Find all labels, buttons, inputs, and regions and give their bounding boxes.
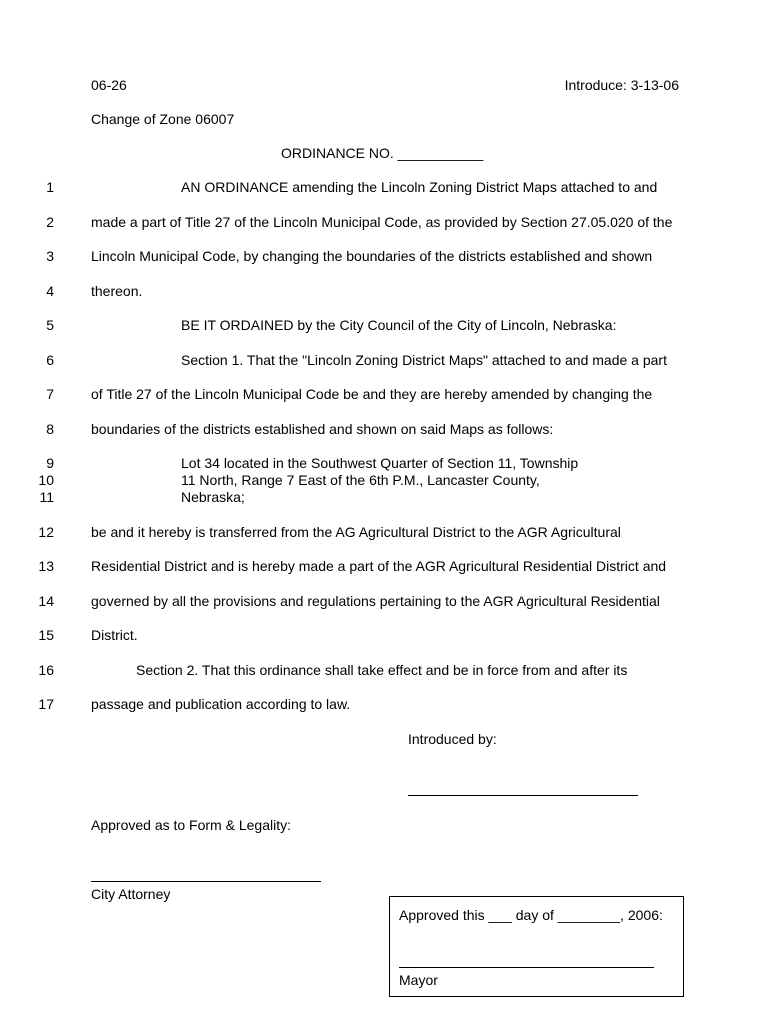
line-number: 15 (38, 627, 54, 643)
line-number: 5 (46, 317, 54, 333)
city-attorney-label: City Attorney (91, 886, 171, 902)
approved-form-label: Approved as to Form & Legality: (91, 817, 291, 833)
mayor-approval-box (389, 896, 684, 997)
line-number: 9 (46, 455, 54, 471)
document-number: 06-26 (91, 77, 127, 93)
attorney-signature-line (91, 881, 321, 882)
body-line: BE IT ORDAINED by the City Council of the City of Lincoln, Nebraska: (181, 317, 617, 333)
change-of-zone: Change of Zone 06007 (91, 111, 235, 127)
line-number: 12 (38, 524, 54, 540)
body-line: AN ORDINANCE amending the Lincoln Zoning District Maps attached to and (181, 179, 658, 195)
line-number: 13 (38, 558, 54, 574)
mayor-signature-line (399, 967, 654, 968)
ordinance-number: ORDINANCE NO. ___________ (281, 145, 484, 161)
mayor-label: Mayor (399, 972, 438, 988)
body-line: of Title 27 of the Lincoln Municipal Code be and they are hereby amended by changing the (91, 386, 653, 402)
line-number: 10 (38, 472, 54, 488)
introducer-signature-line (408, 795, 638, 796)
body-line: boundaries of the districts established and shown on said Maps as follows: (91, 421, 554, 437)
approved-this-label: Approved this ___ day of ________, 2006: (399, 907, 663, 923)
line-number: 1 (46, 179, 54, 195)
legal-description-line: 11 North, Range 7 East of the 6th P.M., Lancaster County, (181, 472, 540, 488)
line-number: 8 (46, 421, 54, 437)
body-line: made a part of Title 27 of the Lincoln Municipal Code, as provided by Section 27.05.020 of the (91, 214, 673, 230)
line-number: 2 (46, 214, 54, 230)
body-line: passage and publication according to law. (91, 696, 351, 712)
body-line: Lincoln Municipal Code, by changing the boundaries of the districts established and shown (91, 248, 653, 264)
introduce-date: Introduce: 3-13-06 (564, 77, 679, 93)
line-number: 3 (46, 248, 54, 264)
line-number: 7 (46, 386, 54, 402)
body-line: thereon. (91, 283, 143, 299)
body-line: Residential District and is hereby made a part of the AGR Agricultural Residential District and (91, 558, 667, 574)
legal-description-line: Lot 34 located in the Southwest Quarter of Section 11, Township (181, 455, 579, 471)
introduced-by-label: Introduced by: (408, 731, 497, 747)
body-line: governed by all the provisions and regulations pertaining to the AGR Agricultural Residential (91, 593, 660, 609)
line-number: 17 (38, 696, 54, 712)
line-number: 6 (46, 352, 54, 368)
line-number: 4 (46, 283, 54, 299)
line-number: 16 (38, 662, 54, 678)
line-number: 14 (38, 593, 54, 609)
line-number: 11 (39, 489, 54, 505)
body-line: District. (91, 627, 138, 643)
body-line: be and it hereby is transferred from the AG Agricultural District to the AGR Agricultural (91, 524, 621, 540)
legal-description-line: Nebraska; (181, 489, 245, 505)
body-line: Section 2. That this ordinance shall take effect and be in force from and after its (136, 662, 628, 678)
body-line: Section 1. That the "Lincoln Zoning District Maps" attached to and made a part (181, 352, 667, 368)
